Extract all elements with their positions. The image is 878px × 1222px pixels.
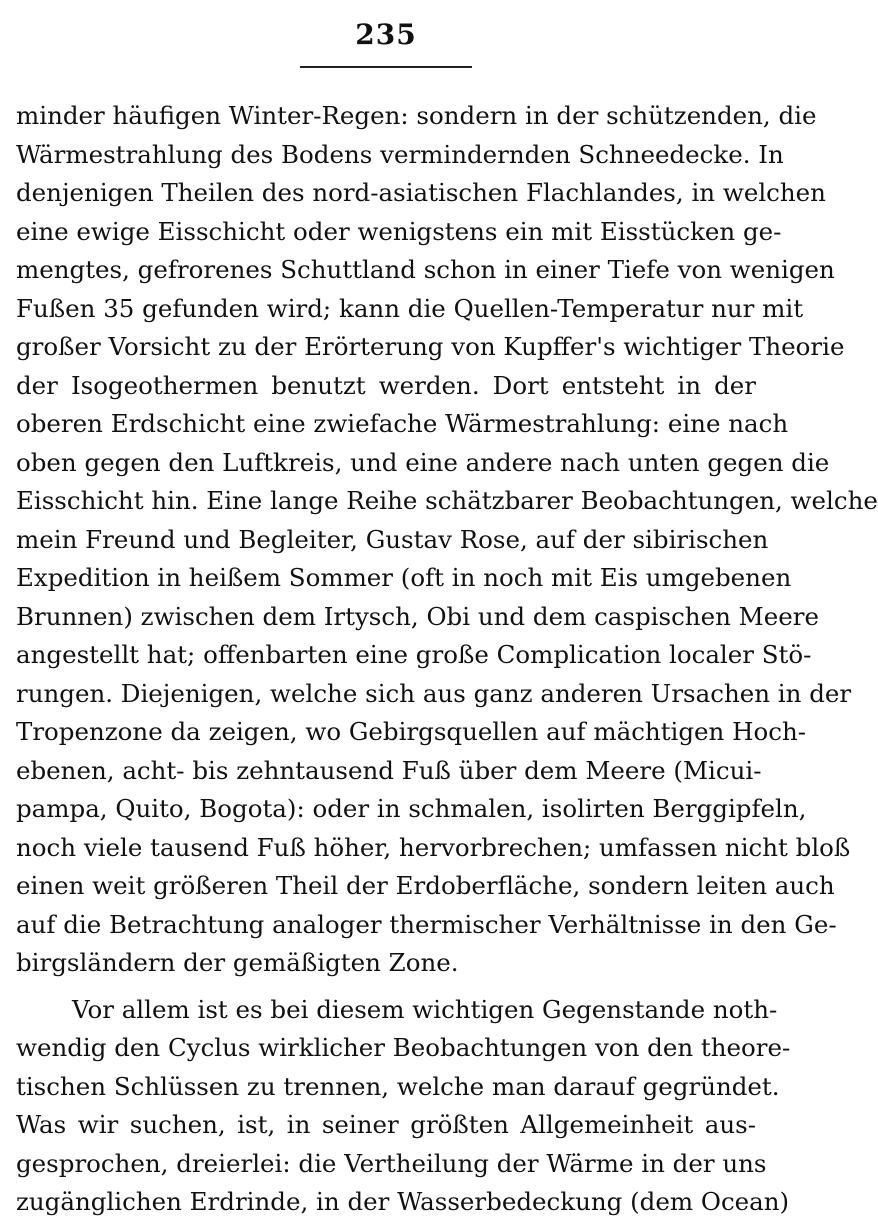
text-line: der Isogeothermen benutzt werden. Dort entsteht in der bbox=[16, 370, 756, 400]
text-line: ebenen, acht- bis zehntausend Fuß über dem Meere (Micui- bbox=[16, 755, 762, 785]
text-line: birgsländern der gemäßigten Zone. bbox=[16, 948, 459, 977]
text-line: tischen Schlüssen zu trennen, welche man darauf gegründet. bbox=[16, 1071, 780, 1101]
text-line: denjenigen Theilen des nord-asiatischen Flachlandes, in welchen bbox=[16, 178, 826, 207]
text-line: gesprochen, dreierlei: die Vertheilung der Wärme in der uns bbox=[16, 1148, 767, 1178]
text-line: Fußen 35 gefunden wird; kann die Quellen-Temperatur nur mit bbox=[16, 293, 804, 323]
body-text bbox=[16, 97, 878, 1222]
text-line: Eisschicht hin. Eine lange Reihe schätzbarer Beobachtungen, welche bbox=[16, 486, 878, 515]
text-line: Wärmestrahlung des Bodens vermindernden Schneedecke. In bbox=[16, 139, 784, 169]
text-line: noch viele tausend Fuß höher, hervorbrechen; umfassen nicht bloß bbox=[16, 832, 851, 862]
text-line: Was wir suchen, ist, in seiner größten Allgemeinheit aus- bbox=[16, 1110, 756, 1139]
text-line: zugänglichen Erdrinde, in der Wasserbedeckung (dem Ocean) bbox=[16, 1187, 790, 1216]
text-line: Tropenzone da zeigen, wo Gebirgsquellen auf mächtigen Hoch- bbox=[16, 717, 807, 746]
text-line: rungen. Diejenigen, welche sich aus ganz anderen Ursachen in der bbox=[16, 678, 852, 708]
text-line: oberen Erdschicht eine zwiefache Wärmestrahlung: eine nach bbox=[16, 409, 789, 438]
text-line: oben gegen den Luftkreis, und eine andere nach unten gegen die bbox=[16, 447, 830, 477]
page-number: 235 bbox=[355, 18, 417, 51]
text-line: Brunnen) zwischen dem Irtysch, Obi und dem caspischen Meere bbox=[16, 601, 819, 631]
text-line: mein Freund und Begleiter, Gustav Rose, auf der sibirischen bbox=[16, 524, 769, 554]
text-line: eine ewige Eisschicht oder wenigstens ein mit Eisstücken ge- bbox=[16, 216, 782, 246]
text-line: Vor allem ist es bei diesem wichtigen Gegenstande noth- bbox=[72, 994, 778, 1024]
text-line: wendig den Cyclus wirklicher Beobachtungen von den theore- bbox=[16, 1033, 791, 1062]
header-rule bbox=[300, 66, 472, 68]
text-line: angestellt hat; offenbarten eine große Complication localer Stö- bbox=[16, 640, 812, 669]
text-line: großer Vorsicht zu der Erörterung von Kupffer's wichtiger Theorie bbox=[16, 332, 845, 361]
text-line: mengtes, gefrorenes Schuttland schon in einer Tiefe von wenigen bbox=[16, 255, 835, 284]
text-line: einen weit größeren Theil der Erdoberfläche, sondern leiten auch bbox=[16, 871, 835, 900]
text-line: auf die Betrachtung analoger thermischer Verhältnisse in den Ge- bbox=[16, 909, 837, 939]
text-line: pampa, Quito, Bogota): oder in schmalen, isolirten Berggipfeln, bbox=[16, 794, 807, 823]
text-line: minder häufigen Winter-Regen: sondern in der schützenden, die bbox=[16, 101, 817, 130]
text-line: Expedition in heißem Sommer (oft in noch mit Eis umgebenen bbox=[16, 563, 792, 592]
